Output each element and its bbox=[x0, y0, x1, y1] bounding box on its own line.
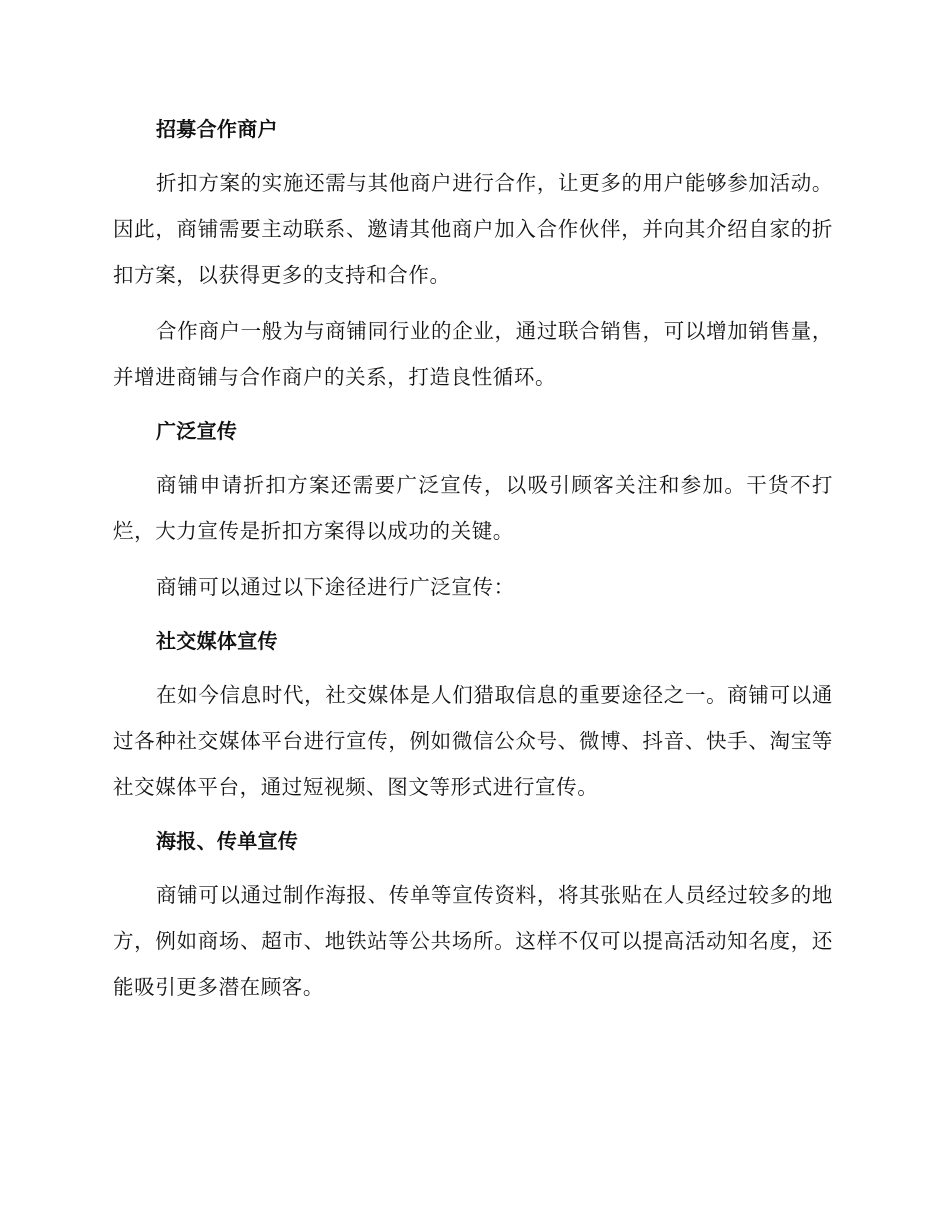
paragraph: 合作商户一般为与商铺同行业的企业，通过联合销售，可以增加销售量，并增进商铺与合作商户的关系，打造良性循环。 bbox=[113, 319, 833, 389]
paragraph: 商铺申请折扣方案还需要广泛宣传，以吸引顾客关注和参加。干货不打烂，大力宣传是折扣方案得以成功的关键。 bbox=[113, 473, 833, 543]
document-body bbox=[113, 108, 833, 1010]
section-heading-posters-flyers: 海报、传单宣传 bbox=[156, 829, 299, 853]
section-heading-social-media: 社交媒体宣传 bbox=[156, 629, 278, 653]
paragraph: 折扣方案的实施还需与其他商户进行合作，让更多的用户能够参加活动。因此，商铺需要主动联系、邀请其他商户加入合作伙伴，并向其介绍自家的折扣方案，以获得更多的支持和合作。 bbox=[113, 171, 833, 287]
paragraph: 商铺可以通过制作海报、传单等宣传资料，将其张贴在人员经过较多的地方，例如商场、超市、地铁站等公共场所。这样不仅可以提高活动知名度，还能吸引更多潜在顾客。 bbox=[113, 883, 833, 999]
section-heading-wide-promotion: 广泛宣传 bbox=[156, 419, 238, 443]
section-heading-recruit-partners: 招募合作商户 bbox=[156, 117, 278, 141]
paragraph: 在如今信息时代，社交媒体是人们猎取信息的重要途径之一。商铺可以通过各种社交媒体平台进行宣传，例如微信公众号、微博、抖音、快手、淘宝等社交媒体平台，通过短视频、图文等形式进行宣传。 bbox=[113, 683, 833, 799]
paragraph: 商铺可以通过以下途径进行广泛宣传： bbox=[156, 575, 515, 599]
